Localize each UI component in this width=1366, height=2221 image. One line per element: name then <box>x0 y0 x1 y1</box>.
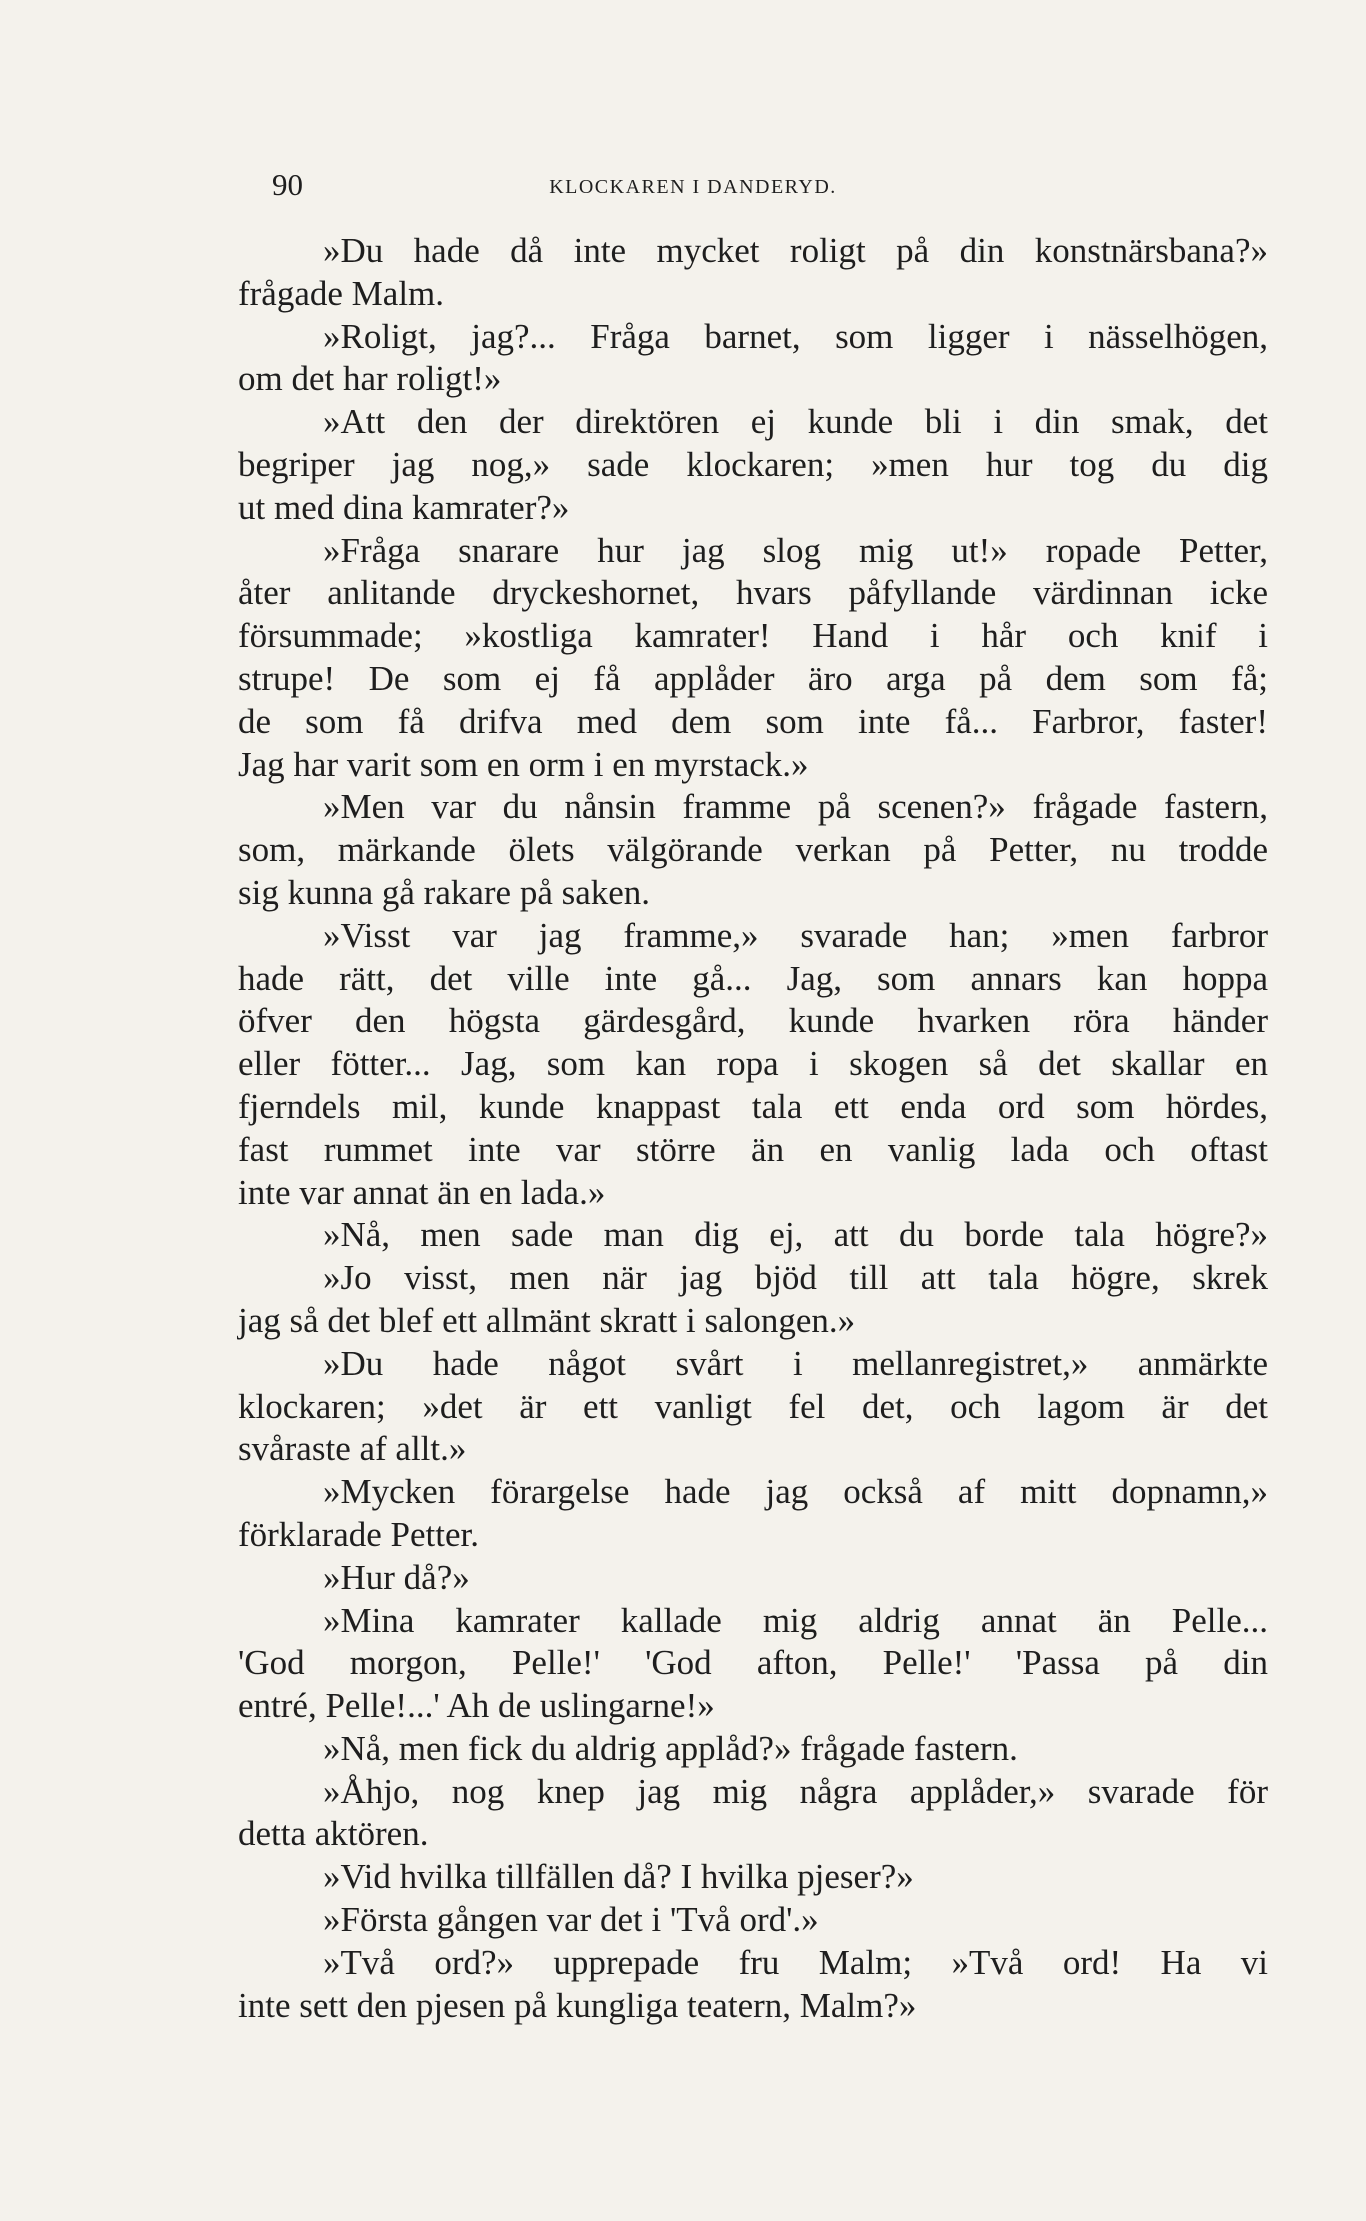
text-line: »Fråga snarare hur jag slog mig ut!» ropade Petter, <box>323 530 1268 570</box>
text-line: inte sett den pjesen på kungliga teatern, Malm?» <box>238 1985 917 2025</box>
text-line: »Nå, men sade man dig ej, att du borde tala högre?» <box>323 1215 1268 1255</box>
text-line: klockaren; »det är ett vanligt fel det, och lagom är det <box>238 1386 1268 1426</box>
text-line: eller fötter... Jag, som kan ropa i skogen så det skallar en <box>238 1044 1268 1084</box>
text-line: 'God morgon, Pelle!' 'God afton, Pelle!' 'Passa på din <box>238 1643 1268 1683</box>
text-line: »Mycken förargelse hade jag också af mitt dopnamn,» <box>323 1472 1268 1512</box>
text-line: »Vid hvilka tillfällen då? I hvilka pjeser?» <box>323 1857 914 1897</box>
text-line: »Men var du nånsin framme på scenen?» frågade fastern, <box>323 787 1268 827</box>
text-line: förklarade Petter. <box>238 1514 480 1554</box>
text-line: »Du hade då inte mycket roligt på din konstnärsbana?» <box>323 231 1268 270</box>
text-line: »Mina kamrater kallade mig aldrig annat än Pelle... <box>323 1600 1268 1640</box>
text-line: »Nå, men fick du aldrig applåd?» frågade fastern. <box>323 1728 1018 1768</box>
page-number: 90 <box>272 167 303 202</box>
text-line: »Visst var jag framme,» svarade han; »men farbror <box>323 915 1268 955</box>
text-line: fast rummet inte var större än en vanlig lada och oftast <box>238 1129 1268 1169</box>
text-line: begriper jag nog,» sade klockaren; »men hur tog du dig <box>238 444 1268 484</box>
text-line: försummade; »kostliga kamrater! Hand i hår och knif i <box>238 616 1268 656</box>
text-line: de som få drifva med dem som inte få... Farbror, faster! <box>238 701 1268 741</box>
text-line: »Första gången var det i 'Två ord'.» <box>323 1900 819 1940</box>
text-line: »Två ord?» upprepade fru Malm; »Två ord! Ha vi <box>323 1942 1268 1982</box>
text-line: entré, Pelle!...' Ah de uslingarne!» <box>238 1686 715 1726</box>
text-line: jag så det blef ett allmänt skratt i salongen.» <box>238 1300 856 1340</box>
text-line: »Att den der direktören ej kunde bli i din smak, det <box>323 402 1268 442</box>
text-line: »Du hade något svårt i mellanregistret,» anmärkte <box>323 1343 1268 1383</box>
page-header <box>0 165 1366 205</box>
text-line: svåraste af allt.» <box>238 1429 467 1469</box>
text-line: strupe! De som ej få applåder äro arga på dem som få; <box>238 658 1268 698</box>
text-line: fjerndels mil, kunde knappast tala ett enda ord som hördes, <box>238 1086 1268 1126</box>
text-line: »Roligt, jag?... Fråga barnet, som ligger i nässelhögen, <box>323 316 1268 356</box>
text-line: om det har roligt!» <box>238 359 502 399</box>
text-line: frågade Malm. <box>238 273 445 313</box>
body-text <box>238 230 1268 2027</box>
running-title: KLOCKAREN I DANDERYD. <box>549 176 837 198</box>
text-line: hade rätt, det ville inte gå... Jag, som annars kan hoppa <box>238 958 1268 998</box>
text-line: ut med dina kamrater?» <box>238 487 570 527</box>
text-line: inte var annat än en lada.» <box>238 1172 606 1212</box>
text-line: detta aktören. <box>238 1814 429 1854</box>
text-line: åter anlitande dryckeshornet, hvars påfyllande värdinnan icke <box>238 573 1268 613</box>
text-line: »Jo visst, men när jag bjöd till att tala högre, skrek <box>323 1258 1268 1298</box>
text-line: »Åhjo, nog knep jag mig några applåder,» svarade för <box>323 1771 1268 1811</box>
text-line: »Hur då?» <box>323 1557 470 1597</box>
text-line: sig kunna gå rakare på saken. <box>238 872 651 912</box>
text-line: Jag har varit som en orm i en myrstack.» <box>238 744 809 784</box>
text-line: som, märkande ölets välgörande verkan på Petter, nu trodde <box>238 830 1268 870</box>
text-line: öfver den högsta gärdesgård, kunde hvarken röra händer <box>238 1001 1268 1041</box>
